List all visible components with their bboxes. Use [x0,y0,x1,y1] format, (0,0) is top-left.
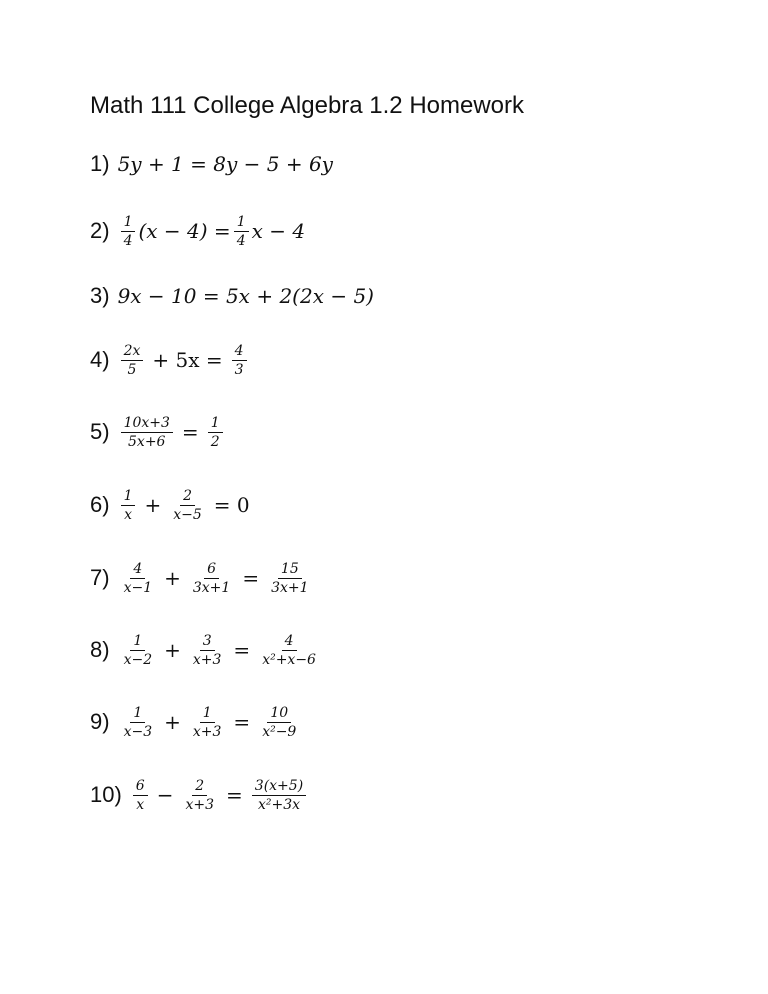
denominator: 3 [234,361,244,378]
numerator: 2 [180,487,195,506]
fraction [208,414,223,451]
problem-7 [90,548,315,608]
numerator: 3(x+5) [252,777,306,796]
denominator: x−5 [173,506,202,523]
fraction [190,560,233,597]
operator: − [156,783,174,807]
fraction [121,632,156,669]
denominator: x+3 [192,651,222,668]
problem-2 [90,201,305,261]
problem-number: 5) [90,419,110,444]
operator: + [144,493,162,517]
denominator: x+3 [192,723,222,740]
fraction [232,342,247,379]
problem-number: 3) [90,283,110,308]
operator: + [164,566,181,590]
fraction [259,704,299,741]
fraction [121,414,173,451]
numerator: 1 [121,213,136,232]
numerator: 15 [278,560,302,579]
fraction [190,704,225,741]
fraction [268,560,311,597]
denominator: x [124,506,132,523]
fraction [252,777,306,814]
fraction [170,487,205,524]
fraction [121,213,136,250]
equation-part: x − 4 [251,219,306,243]
denominator: 5 [127,361,137,378]
problem-number: 2) [90,218,110,243]
numerator: 1 [208,414,223,433]
problem-number: 8) [90,637,110,662]
denominator: x−2 [123,651,153,668]
denominator: x [136,796,145,813]
numerator: 1 [121,487,136,506]
fraction [182,777,217,814]
numerator: 10 [267,704,291,723]
numerator: 2 [192,777,207,796]
numerator: 4 [282,632,297,651]
operator: + [164,638,181,662]
operator: + [164,710,181,734]
operator: = [181,420,199,444]
fraction [121,342,144,379]
denominator: 2 [210,433,220,450]
numerator: 6 [133,777,148,796]
problem-number: 10) [90,782,122,807]
denominator: x²−9 [262,723,297,740]
fraction [133,777,148,814]
numerator: 1 [130,704,145,723]
numerator: 1 [234,213,249,232]
equation: 9x − 10 = 5x + 2(2x − 5) [117,284,374,308]
fraction [121,560,156,597]
equation-part: (x − 4) = [138,219,231,243]
equation: 5y + 1 = 8y − 5 + 6y [117,152,333,176]
problem-6 [90,475,256,535]
denominator: x−3 [123,723,153,740]
page-title: Math 111 College Algebra 1.2 Homework [90,92,525,119]
numerator: 4 [232,342,247,361]
operator: = [226,783,243,807]
denominator: x+3 [185,796,215,813]
problem-number: 1) [90,151,110,176]
fraction [234,213,249,250]
operator: = [233,638,251,662]
denominator: 4 [123,232,133,249]
problem-9 [90,692,302,752]
operator: = 0 [213,493,250,517]
denominator: 4 [236,232,246,249]
numerator: 3 [200,632,215,651]
operator: + 5x = [152,348,223,372]
fraction [190,632,225,669]
problem-3 [90,266,374,326]
operator: = [233,710,251,734]
fraction [121,487,136,524]
numerator: 2x [121,342,144,361]
denominator: 3x+1 [271,579,309,596]
problem-8 [90,620,322,680]
problem-number: 6) [90,492,110,517]
numerator: 1 [130,632,145,651]
denominator: x−1 [123,579,153,596]
numerator: 10x+3 [121,414,173,433]
fraction [259,632,319,669]
denominator: x²+3x [257,796,300,813]
numerator: 1 [200,704,215,723]
problem-number: 9) [90,709,110,734]
denominator: 3x+1 [192,579,231,596]
numerator: 4 [130,560,145,579]
numerator: 6 [204,560,219,579]
fraction [121,704,156,741]
problem-number: 7) [90,565,110,590]
problem-10 [90,765,309,825]
problem-1 [90,134,333,194]
problem-number: 4) [90,347,110,372]
operator: = [242,566,260,590]
denominator: 5x+6 [128,433,166,450]
denominator: x²+x−6 [262,651,316,668]
problem-4 [90,330,250,390]
problem-5 [90,402,226,462]
